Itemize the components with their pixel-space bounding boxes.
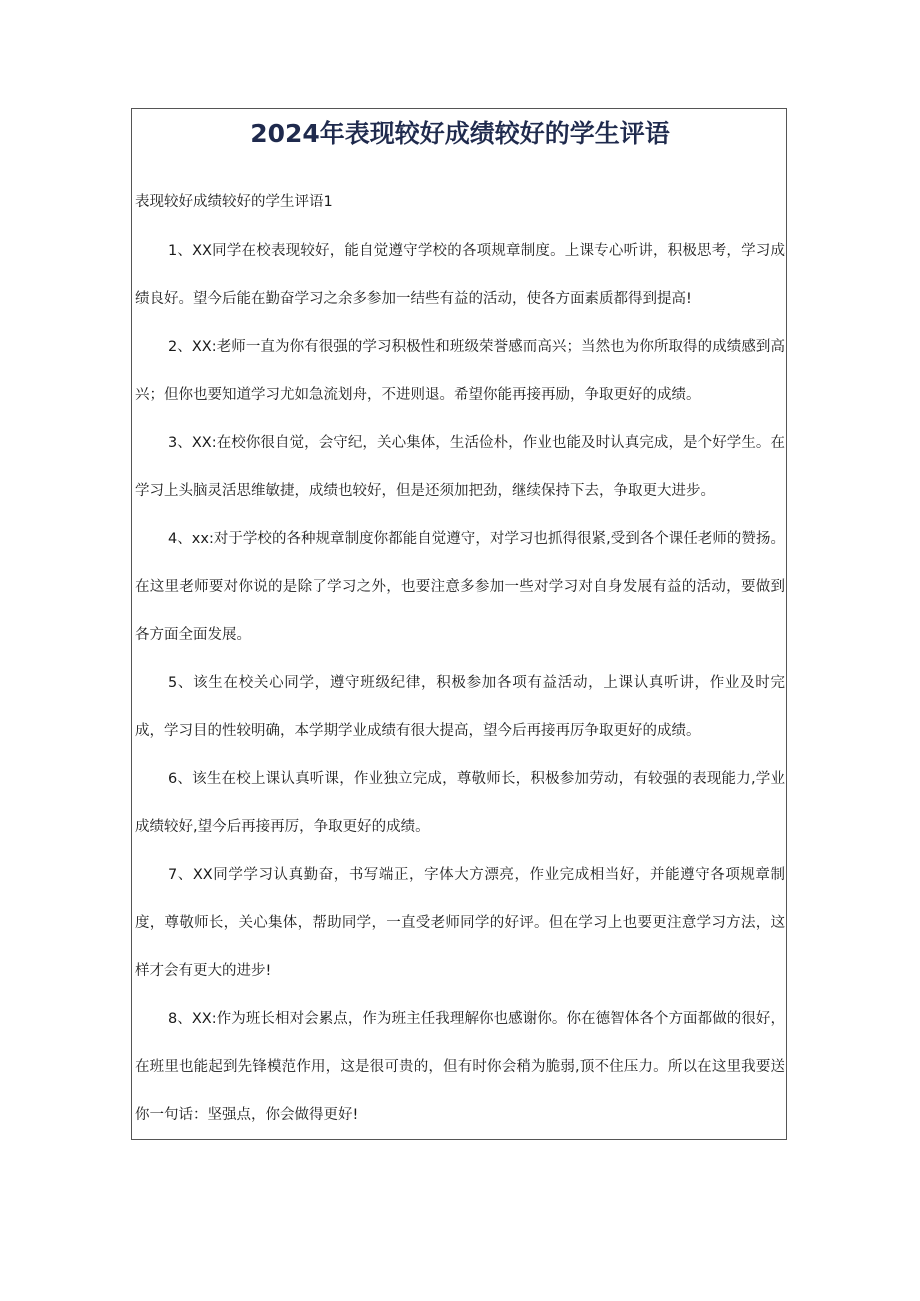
comment-paragraph-4: 4、xx:对于学校的各种规章制度你都能自觉遵守，对学习也抓得很紧,受到各个课任老师的赞扬。在这里老师要对你说的是除了学习之外，也要注意多参加一些对学习对自身发展有益的活动，要做到各方面全面发展。 <box>135 531 785 643</box>
comment-paragraph-8: 8、XX:作为班长相对会累点，作为班主任我理解你也感谢你。你在德智体各个方面都做的很好，在班里也能起到先锋模范作用，这是很可贵的，但有时你会稍为脆弱,顶不住压力。所以在这里我要送你一句话：坚强点，你会做得更好! <box>135 1011 785 1123</box>
comment-paragraph-7: 7、XX同学学习认真勤奋，书写端正，字体大方漂亮，作业完成相当好，并能遵守各项规章制度，尊敬师长，关心集体，帮助同学，一直受老师同学的好评。但在学习上也要更注意学习方法，这样才会有更大的进步! <box>135 867 785 979</box>
section-heading: 表现较好成绩较好的学生评语1 <box>135 194 333 210</box>
comment-paragraph-1: 1、XX同学在校表现较好，能自觉遵守学校的各项规章制度。上课专心听讲，积极思考，学习成绩良好。望今后能在勤奋学习之余多参加一结些有益的活动，使各方面素质都得到提高! <box>135 243 785 307</box>
document-title: 2024年表现较好成绩较好的学生评语 <box>250 119 670 148</box>
comment-paragraph-3: 3、XX:在校你很自觉，会守纪，关心集体，生活俭朴，作业也能及时认真完成，是个好学生。在学习上头脑灵活思维敏捷，成绩也较好，但是还须加把劲，继续保持下去，争取更大进步。 <box>135 435 785 499</box>
comment-paragraph-2: 2、XX:老师一直为你有很强的学习积极性和班级荣誉感而高兴；当然也为你所取得的成绩感到高兴；但你也要知道学习尤如急流划舟，不进则退。希望你能再接再励，争取更好的成绩。 <box>135 339 785 403</box>
comment-paragraph-5: 5、该生在校关心同学，遵守班级纪律，积极参加各项有益活动，上课认真听讲，作业及时完成，学习目的性较明确，本学期学业成绩有很大提高，望今后再接再厉争取更好的成绩。 <box>135 675 785 739</box>
comment-paragraph-6: 6、该生在校上课认真听课，作业独立完成，尊敬师长，积极参加劳动，有较强的表现能力,学业成绩较好,望今后再接再厉，争取更好的成绩。 <box>135 771 785 835</box>
document-body <box>135 227 785 1139</box>
